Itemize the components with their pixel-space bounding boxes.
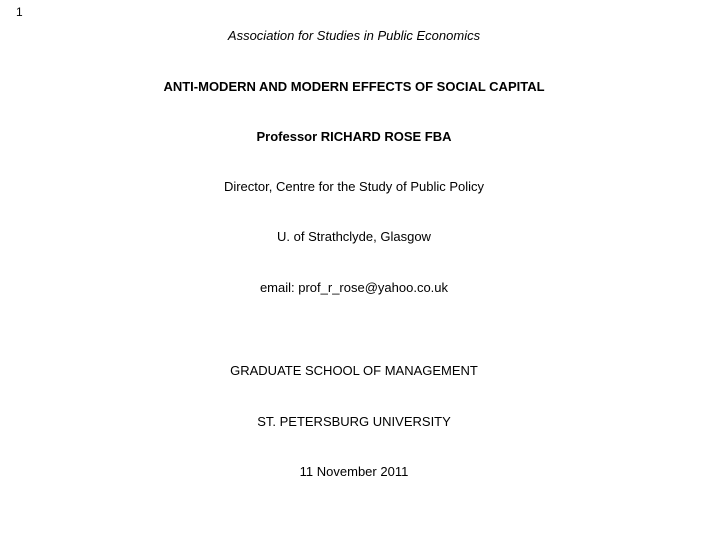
presentation-title: ANTI-MODERN AND MODERN EFFECTS OF SOCIAL CAPITAL — [163, 79, 545, 94]
venue-university: ST. PETERSBURG UNIVERSITY — [257, 414, 451, 429]
author-affiliation: U. of Strathclyde, Glasgow — [277, 229, 431, 244]
association-name: Association for Studies in Public Economics — [227, 28, 481, 43]
author-name: Professor RICHARD ROSE FBA — [256, 129, 452, 144]
author-email: email: prof_r_rose@yahoo.co.uk — [259, 280, 449, 295]
presentation-date: 11 November 2011 — [299, 464, 409, 479]
venue-school: GRADUATE SCHOOL OF MANAGEMENT — [230, 363, 478, 378]
author-position: Director, Centre for the Study of Public Policy — [223, 179, 485, 194]
page-number: 1 — [16, 5, 23, 19]
